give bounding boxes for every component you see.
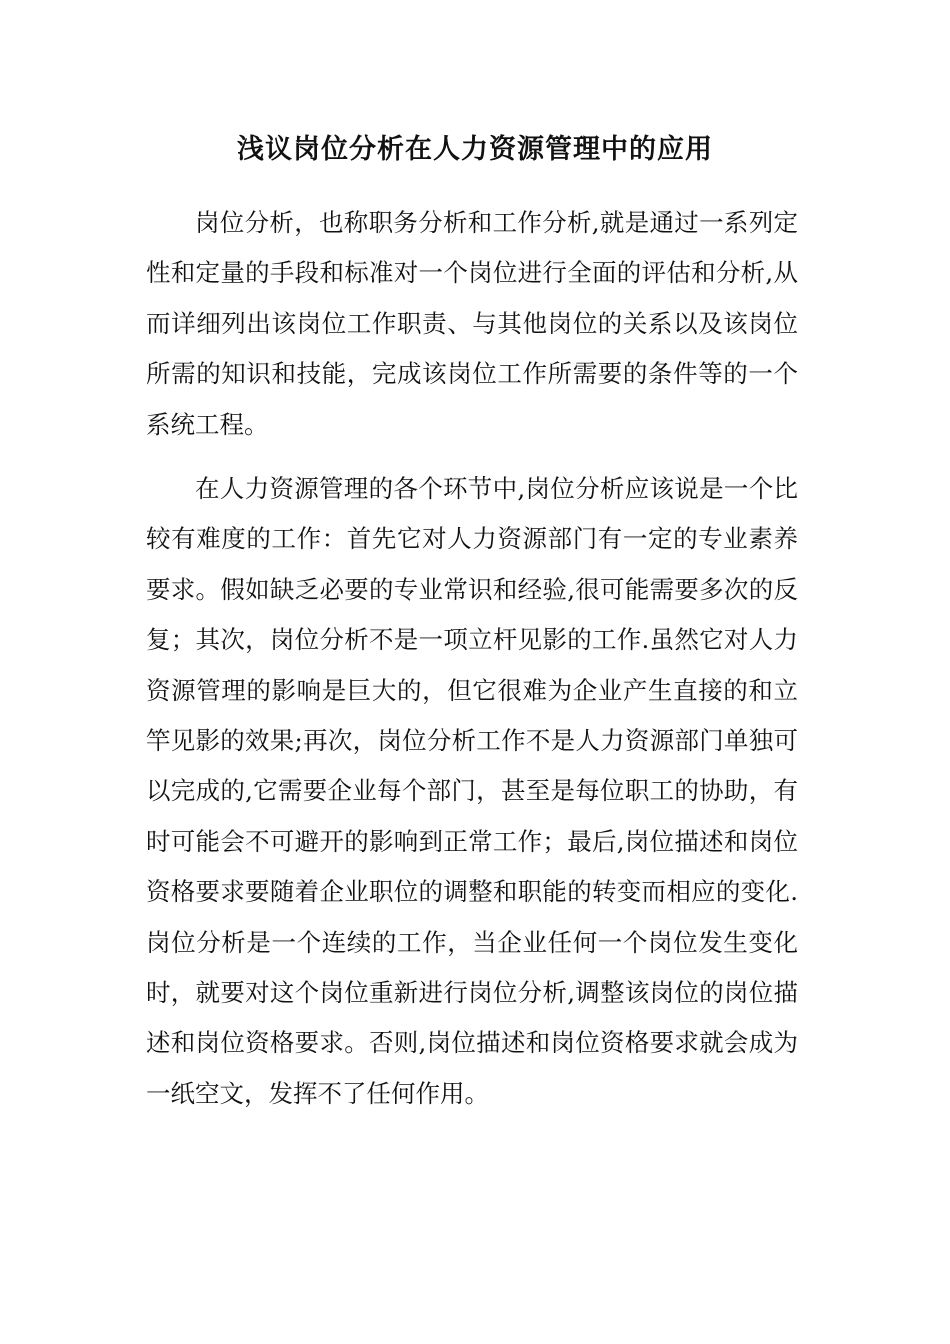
document-title: 浅议岗位分析在人力资源管理中的应用 [237, 134, 713, 165]
paragraph-job-analysis-difficulty: 在人力资源管理的各个环节中,岗位分析应该说是一个比较有难度的工作：首先它对人力资源部门有一定的专业素养要求。假如缺乏必要的专业常识和经验,很可能需要多次的反复；其次，岗位分析不是一项立杆见影的工作.虽然它对人力资源管理的影响是巨大的，但它很难为企业产生直接的和立竿见影的效果;再次，岗位分析工作不是人力资源部门单独可以完成的,它需要企业每个部门，甚至是每位职工的协助，有时可能会不可避开的影响到正常工作；最后,岗位描述和岗位资格要求要随着企业职位的调整和职能的转变而相应的变化.岗位分析是一个连续的工作，当企业任何一个岗位发生变化时，就要对这个岗位重新进行岗位分析,调整该岗位的岗位描述和岗位资格要求。否则,岗位描述和岗位资格要求就会成为一纸空文，发挥不了任何作用。 [146, 474, 798, 1108]
paragraph-job-analysis-definition: 岗位分析，也称职务分析和工作分析,就是通过一系列定性和定量的手段和标准对一个岗位进行全面的评估和分析,从而详细列出该岗位工作职责、与其他岗位的关系以及该岗位所需的知识和技能，完成该岗位工作所需要的条件等的一个系统工程。 [146, 208, 798, 439]
